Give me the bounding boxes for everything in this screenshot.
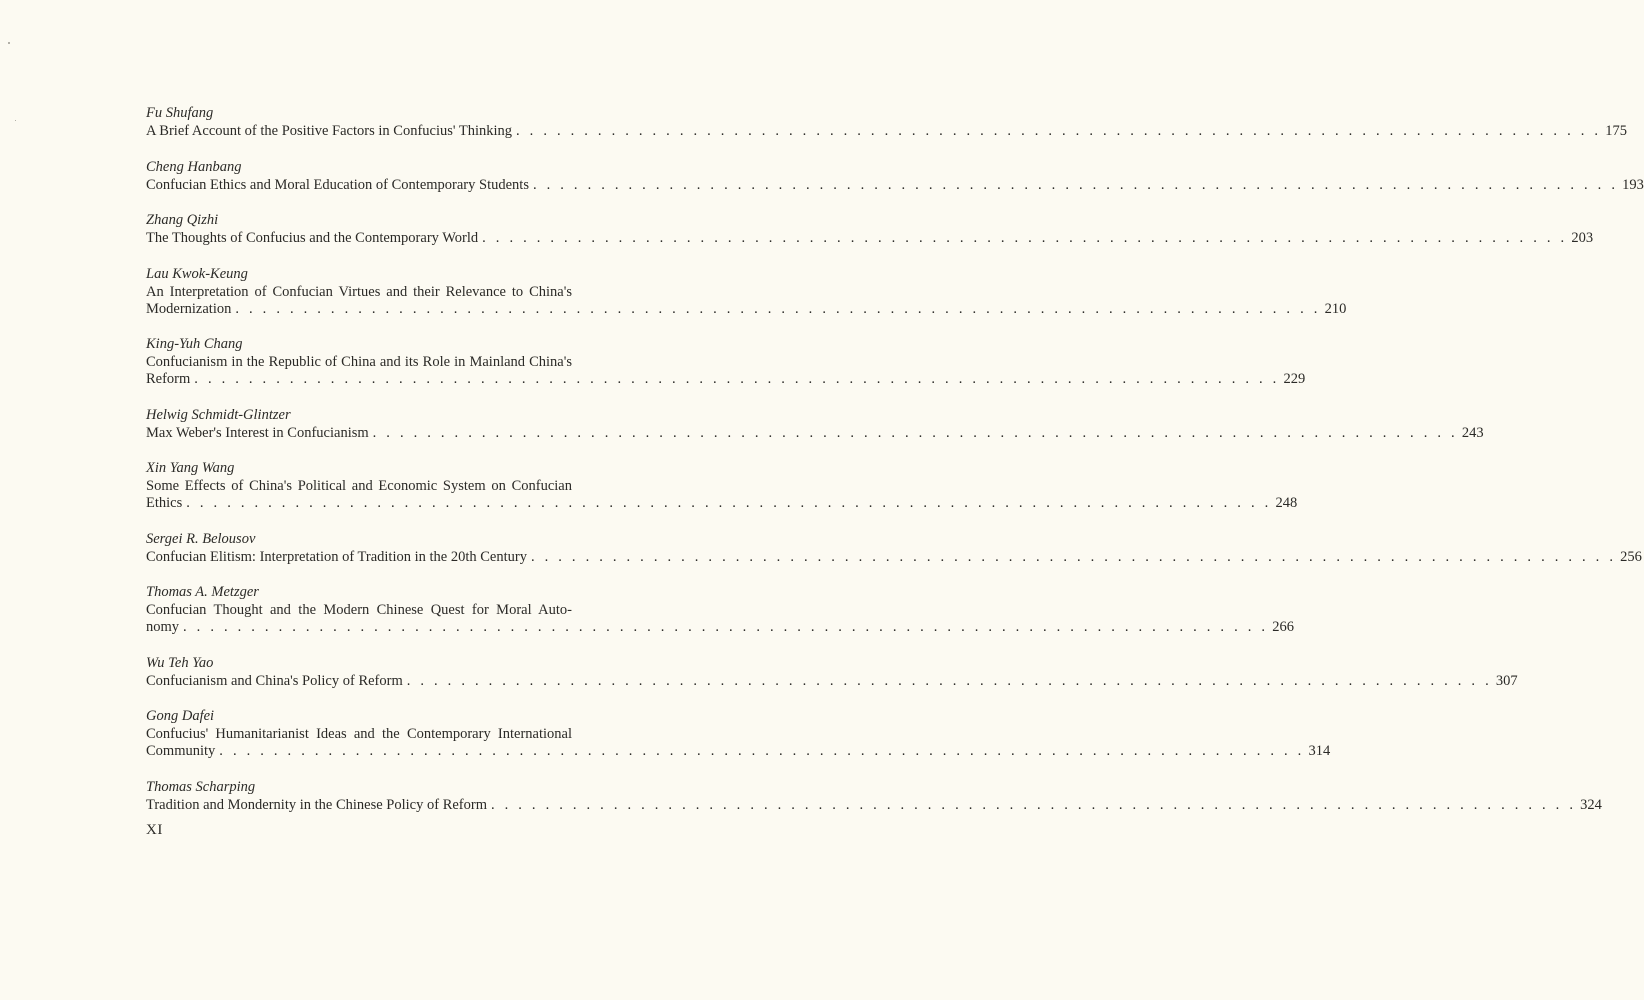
- dot-leader: . . . . . . . . . . . . . . . . . . . . . . . . . . . . . . . . . . . . . . . . . . . . . . . . . . . . . . . . . . . . . . . . . . . . . . . . . . . . . . . .: [219, 743, 1305, 759]
- toc-entry: [146, 778, 1602, 814]
- toc-title-row: [146, 796, 1602, 814]
- toc-author: Wu Teh Yao: [146, 654, 214, 671]
- toc-page-number: 307: [1495, 672, 1518, 689]
- toc-page-number: 175: [1605, 123, 1627, 139]
- toc-page-number: 229: [1283, 371, 1306, 387]
- toc-author: Thomas A. Metzger: [146, 584, 259, 600]
- toc-author: Fu Shufang: [146, 105, 214, 121]
- toc-title-line: Some Effects of China's Political and Economic System on Confucian: [146, 478, 572, 494]
- toc-title-line: Confucian Thought and the Modern Chinese Quest for Moral Auto-: [146, 602, 572, 618]
- toc-page-number: 266: [1272, 619, 1294, 635]
- toc-title-row: [146, 424, 1484, 442]
- dot-leader: . . . . . . . . . . . . . . . . . . . . . . . . . . . . . . . . . . . . . . . . . . . . . . . . . . . . . . . . . . . . . . . . . . . . . . . . . . . . . . . .: [482, 230, 1568, 246]
- toc-title-line: A Brief Account of the Positive Factors in Confucius' Thinking: [146, 123, 513, 139]
- toc-author: Helwig Schmidt-Glintzer: [146, 406, 291, 423]
- toc-title-row: [146, 371, 1306, 388]
- toc-entry: [146, 654, 1518, 690]
- toc-title-line: Ethics: [146, 495, 183, 511]
- toc-author: King-Yuh Chang: [146, 336, 243, 352]
- toc-entry: [146, 105, 1627, 140]
- toc-title-line: Confucius' Humanitarianist Ideas and the Contemporary International: [146, 726, 572, 742]
- toc-page-number: 248: [1275, 495, 1298, 511]
- toc-title-line: An Interpretation of Confucian Virtues and their Relevance to China's: [146, 283, 572, 300]
- toc-page-number: 314: [1308, 743, 1331, 759]
- toc-author: Thomas Scharping: [146, 778, 256, 795]
- dot-leader: . . . . . . . . . . . . . . . . . . . . . . . . . . . . . . . . . . . . . . . . . . . . . . . . . . . . . . . . . . . . . . . . . . . . . . . . . . . . . . . .: [186, 495, 1272, 511]
- toc-title-row: [146, 495, 1298, 512]
- toc-page-number: 193: [1622, 176, 1644, 193]
- toc-title-line: The Thoughts of Confucius and the Contemporary World: [146, 230, 479, 246]
- toc-page-number: 210: [1324, 300, 1347, 317]
- toc-entry: [146, 584, 1294, 636]
- dot-leader: . . . . . . . . . . . . . . . . . . . . . . . . . . . . . . . . . . . . . . . . . . . . . . . . . . . . . . . . . . . . . . . . . . . . . . . . . . . . . . . .: [194, 371, 1280, 387]
- toc-entry: [146, 336, 1306, 388]
- dot-leader: . . . . . . . . . . . . . . . . . . . . . . . . . . . . . . . . . . . . . . . . . . . . . . . . . . . . . . . . . . . . . . . . . . . . . . . . . . . . . . . .: [532, 176, 1619, 193]
- toc-title-row: [146, 548, 1642, 566]
- dot-leader: . . . . . . . . . . . . . . . . . . . . . . . . . . . . . . . . . . . . . . . . . . . . . . . . . . . . . . . . . . . . . . . . . . . . . . . . . . . . . . . .: [235, 300, 1321, 317]
- dot-leader: . . . . . . . . . . . . . . . . . . . . . . . . . . . . . . . . . . . . . . . . . . . . . . . . . . . . . . . . . . . . . . . . . . . . . . . . . . . . . . . .: [516, 123, 1602, 139]
- toc-title-line: Max Weber's Interest in Confucianism: [146, 424, 369, 441]
- toc-entry: [146, 406, 1484, 442]
- toc-title-line: Tradition and Mondernity in the Chinese Policy of Reform: [146, 796, 487, 813]
- toc-entry: [146, 708, 1331, 760]
- toc-page-number: 203: [1571, 230, 1594, 246]
- dot-leader: . . . . . . . . . . . . . . . . . . . . . . . . . . . . . . . . . . . . . . . . . . . . . . . . . . . . . . . . . . . . . . . . . . . . . . . . . . . . . . . .: [406, 672, 1492, 689]
- toc-title-line: Confucian Elitism: Interpretation of Tradition in the 20th Century: [146, 548, 527, 565]
- toc-author: Cheng Hanbang: [146, 158, 242, 175]
- toc-entry: [146, 158, 1644, 194]
- toc-author: Gong Dafei: [146, 708, 215, 724]
- dot-leader: . . . . . . . . . . . . . . . . . . . . . . . . . . . . . . . . . . . . . . . . . . . . . . . . . . . . . . . . . . . . . . . . . . . . . . . . . . . . . . . .: [372, 424, 1458, 441]
- toc-entry: [146, 460, 1298, 512]
- toc-author: Zhang Qizhi: [146, 212, 219, 228]
- table-of-contents: [146, 105, 1644, 832]
- toc-author: Lau Kwok-Keung: [146, 265, 248, 282]
- toc-title-row: [146, 300, 1347, 318]
- toc-title-row: [146, 176, 1644, 194]
- toc-entry: [146, 212, 1594, 247]
- toc-entry: [146, 265, 1347, 318]
- toc-title-line: Confucianism and China's Policy of Reform: [146, 672, 403, 689]
- dot-leader: . . . . . . . . . . . . . . . . . . . . . . . . . . . . . . . . . . . . . . . . . . . . . . . . . . . . . . . . . . . . . . . . . . . . . . . . . . . . . . . .: [530, 548, 1617, 565]
- toc-title-row: [146, 743, 1331, 760]
- paper-speck: [8, 42, 10, 44]
- toc-entry: [146, 530, 1642, 566]
- toc-author: Sergei R. Belousov: [146, 530, 256, 547]
- toc-title-row: [146, 123, 1627, 140]
- toc-title-row: [146, 230, 1594, 247]
- page-folio: XI: [146, 822, 163, 838]
- toc-title-line: Reform: [146, 371, 191, 387]
- toc-title-line: Modernization: [146, 300, 232, 317]
- dot-leader: . . . . . . . . . . . . . . . . . . . . . . . . . . . . . . . . . . . . . . . . . . . . . . . . . . . . . . . . . . . . . . . . . . . . . . . . . . . . . . . .: [490, 796, 1577, 813]
- toc-title-row: [146, 619, 1294, 636]
- toc-page-number: 256: [1620, 548, 1642, 565]
- toc-title-line: Community: [146, 743, 216, 759]
- paper-speck: [15, 120, 16, 121]
- toc-title-line: Confucianism in the Republic of China and its Role in Mainland China's: [146, 354, 572, 370]
- dot-leader: . . . . . . . . . . . . . . . . . . . . . . . . . . . . . . . . . . . . . . . . . . . . . . . . . . . . . . . . . . . . . . . . . . . . . . . . . . . . . . . .: [183, 619, 1269, 635]
- toc-title-row: [146, 672, 1518, 690]
- toc-title-line: nomy: [146, 619, 180, 635]
- toc-page-number: 243: [1461, 424, 1484, 441]
- toc-page-number: 324: [1580, 796, 1602, 813]
- toc-author: Xin Yang Wang: [146, 460, 235, 476]
- toc-title-line: Confucian Ethics and Moral Education of Contemporary Students: [146, 176, 529, 193]
